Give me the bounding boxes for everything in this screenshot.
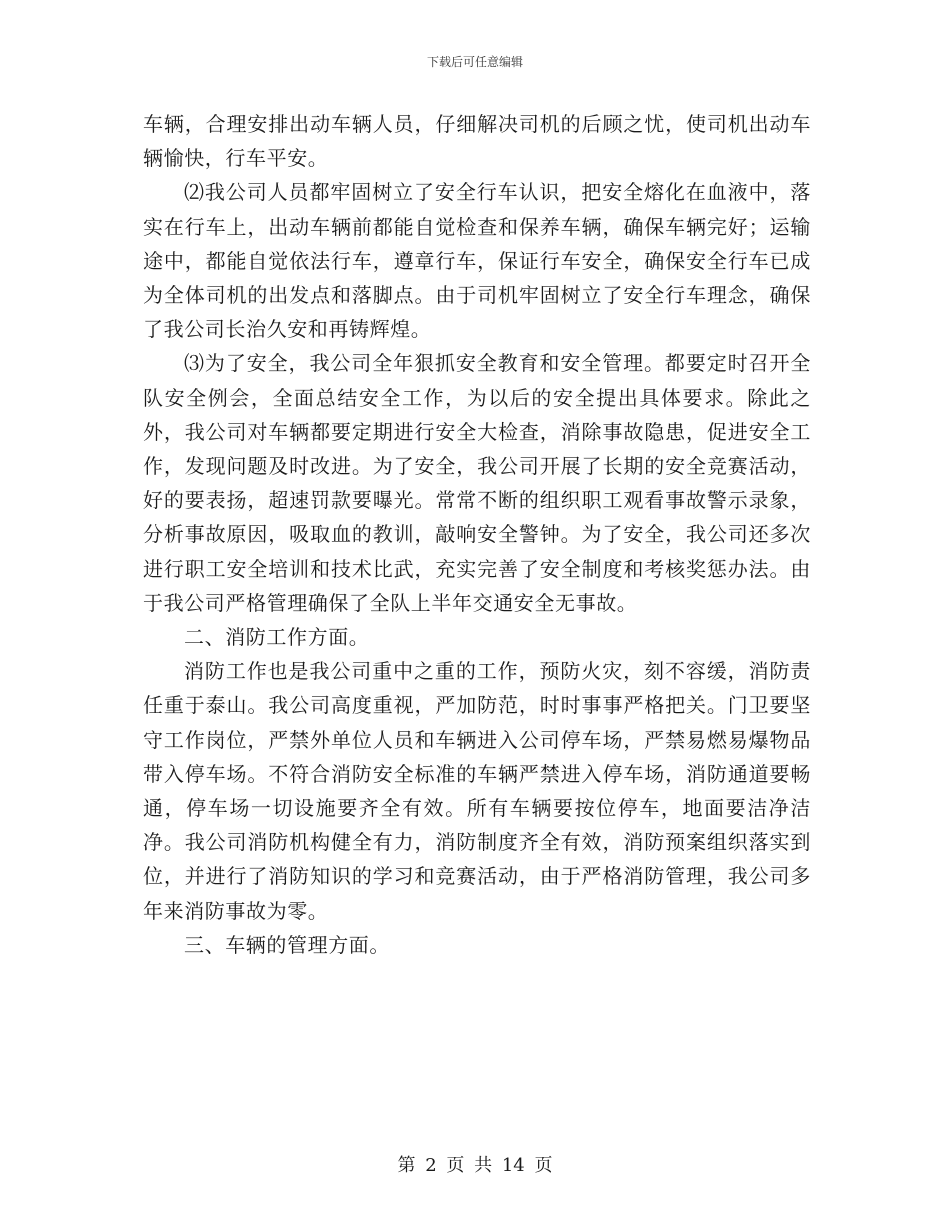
- page-header: 下载后可任意编辑: [426, 55, 523, 69]
- paragraph-4: 消防工作也是我公司重中之重的工作，预防火灾，刻不容缓，消防责任重于泰山。我公司高度重视，严加防范，时时事事严格把关。门卫要坚守工作岗位，严禁外单位人员和车辆进入公司停车场，严禁易燃易爆物品带入停车场。不符合消防安全标准的车辆严禁进入停车场，消防通道要畅通，停车场一切设施要齐全有效。所有车辆要按位停车，地面要洁净洁净。我公司消防机构健全有力，消防制度齐全有效，消防预案组织落实到位，并进行了消防知识的学习和竞赛活动，由于严格消防管理，我公司多年来消防事故为零。: [143, 659, 811, 923]
- paragraph-2: ⑵我公司人员都牢固树立了安全行车认识，把安全熔化在血液中，落实在行车上，出动车辆前都能自觉检查和保养车辆，确保车辆完好；运输途中，都能自觉依法行车，遵章行车，保证行车安全，确保安全行车已成为全体司机的出发点和落脚点。由于司机牢固树立了安全行车理念，确保了我公司长治久安和再铸辉煌。: [143, 180, 811, 342]
- document-body: [143, 107, 811, 962]
- page-number: 第 2 页 共 14 页: [397, 1155, 553, 1176]
- section-heading-vehicles: 三、车辆的管理方面。: [184, 932, 390, 957]
- paragraph-3: ⑶为了安全，我公司全年狠抓安全教育和安全管理。都要定时召开全队安全例会，全面总结安全工作，为以后的安全提出具体要求。除此之外，我公司对车辆都要定期进行安全大检查，消除事故隐患，促进安全工作，发现问题及时改进。为了安全，我公司开展了长期的安全竞赛活动，好的要表扬，超速罚款要曝光。常常不断的组织职工观看事故警示录象，分析事故原因，吸取血的教训，敲响安全警钟。为了安全，我公司还多次进行职工安全培训和技术比武，充实完善了安全制度和考核奖惩办法。由于我公司严格管理确保了全队上半年交通安全无事故。: [143, 351, 811, 615]
- paragraph-1: 车辆，合理安排出动车辆人员，仔细解决司机的后顾之忧，使司机出动车辆愉快，行车平安。: [143, 112, 811, 171]
- section-heading-fire: 二、消防工作方面。: [184, 625, 370, 650]
